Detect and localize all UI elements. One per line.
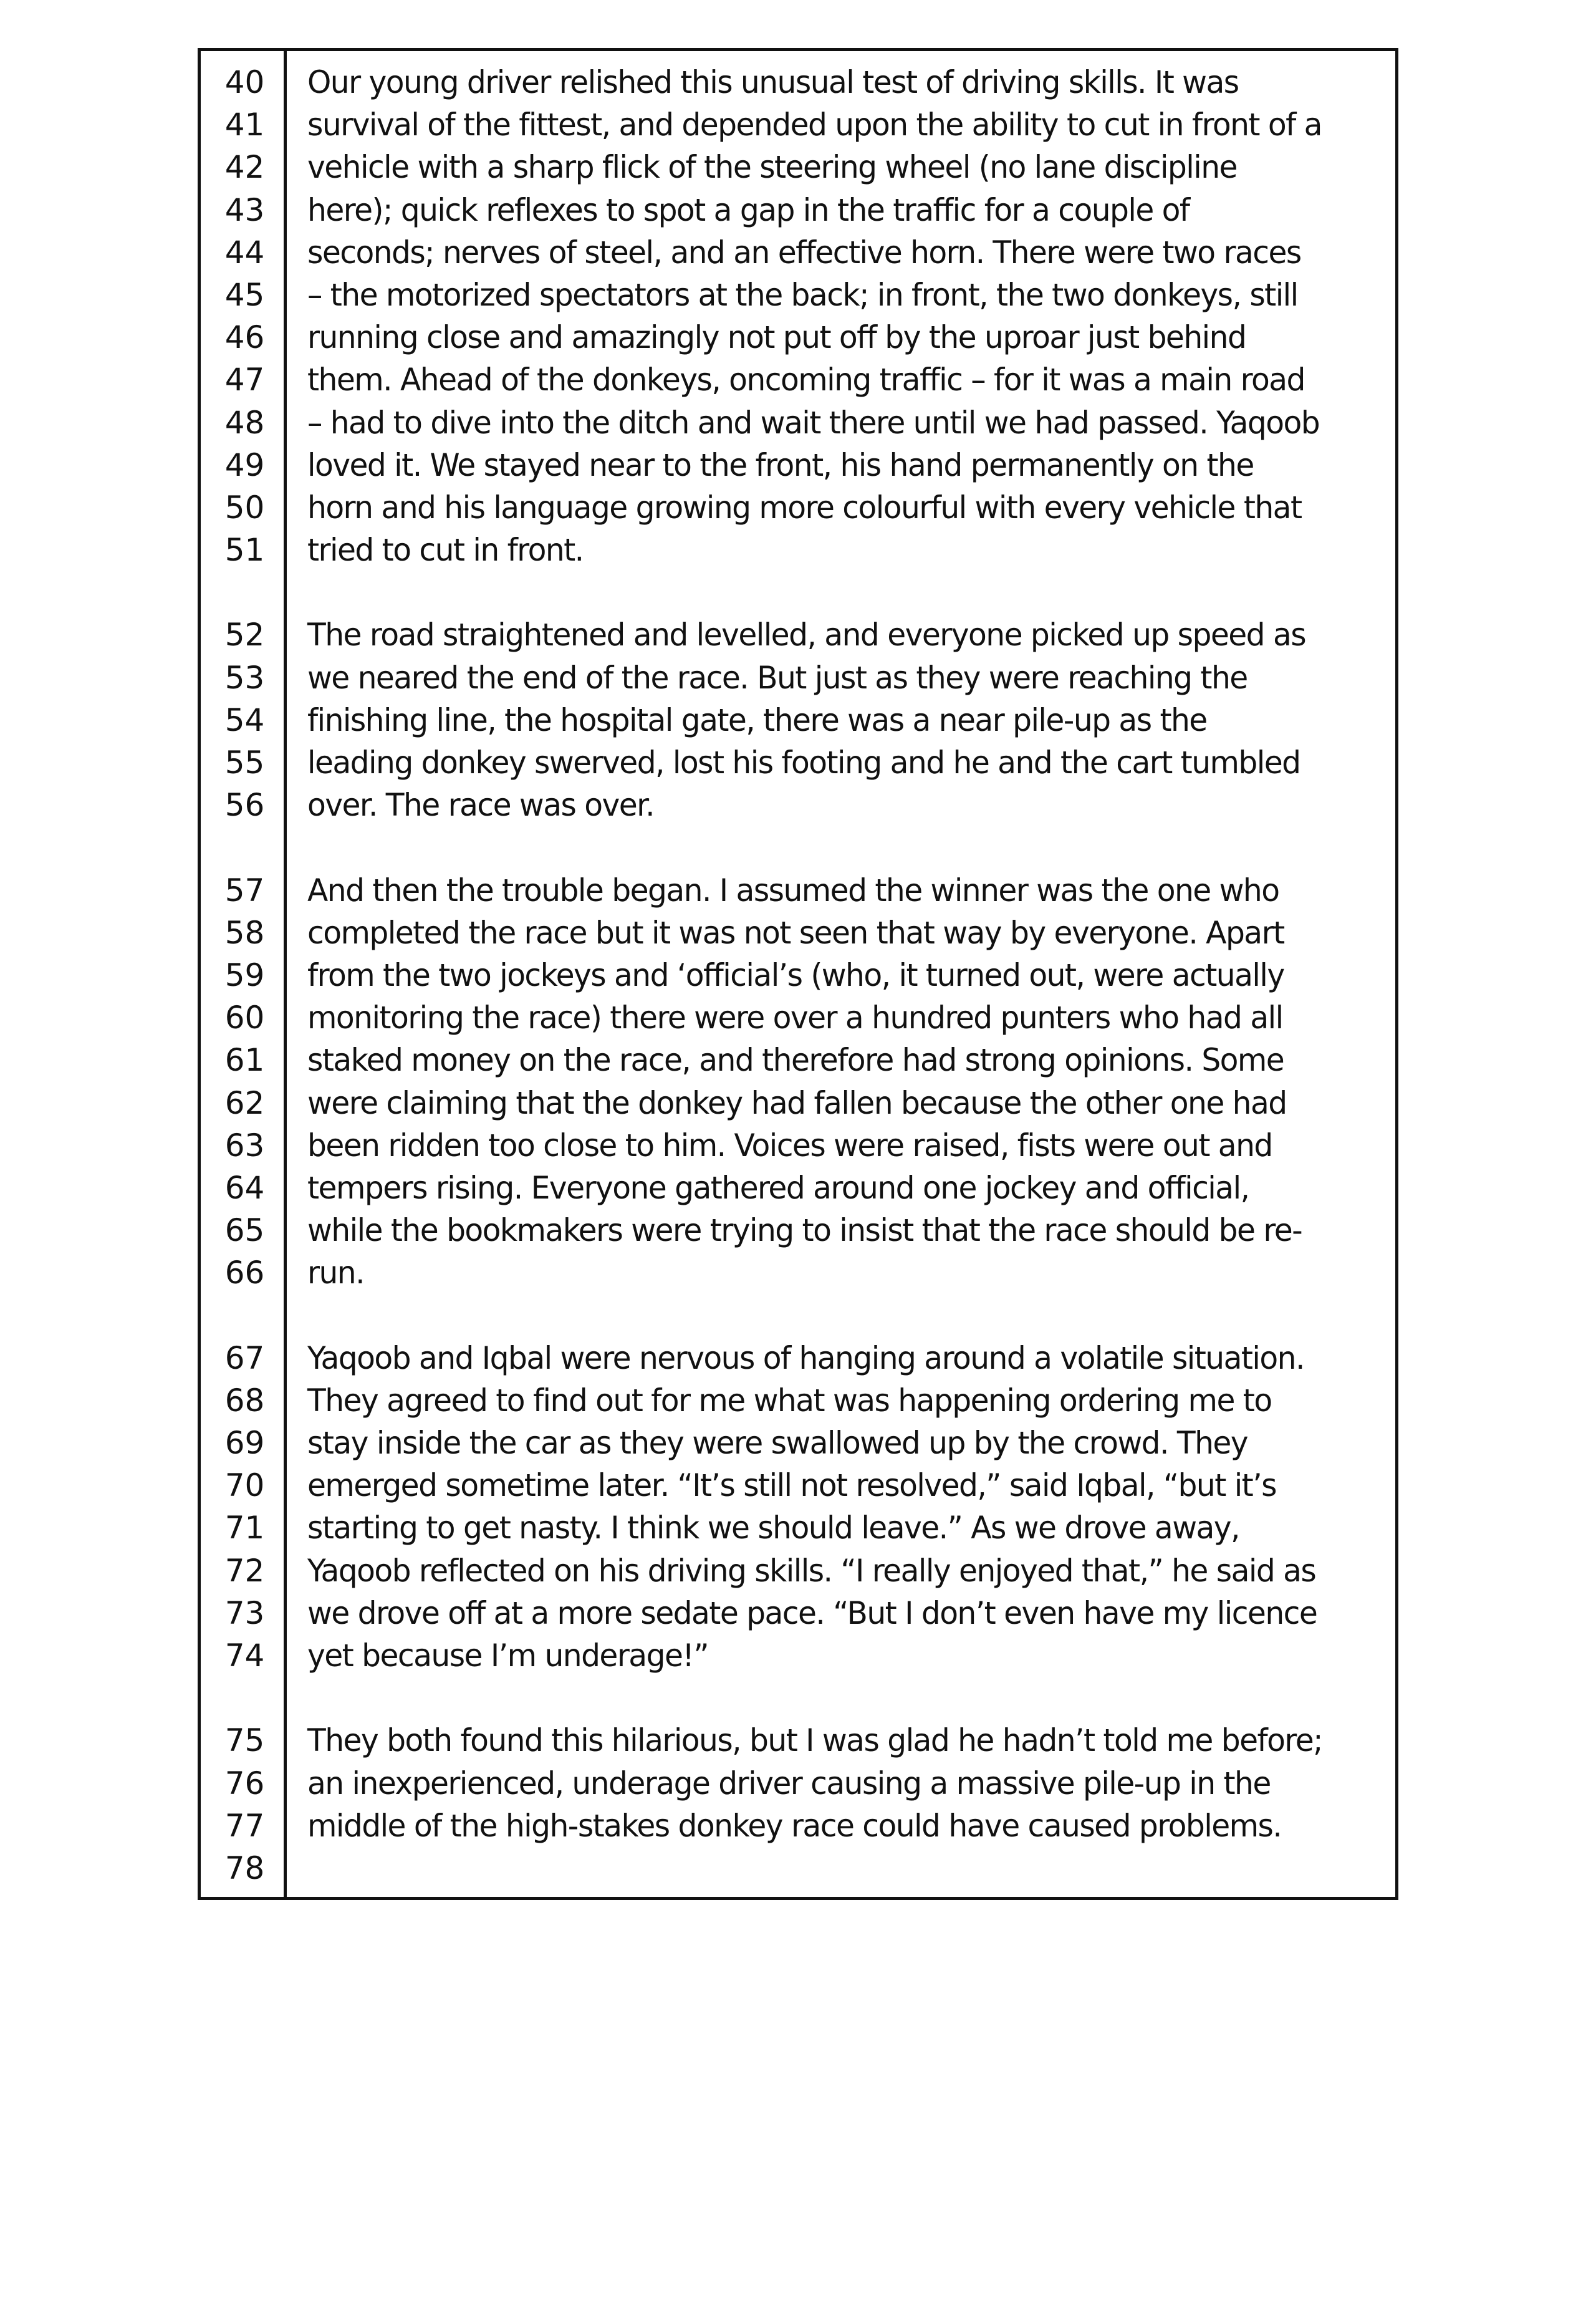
text-line: horn and his language growing more colourful with every vehicle that [307,489,1302,526]
line-number: 49 [224,446,265,483]
line-number: 53 [224,659,265,696]
line-numbered-text-box [198,48,1398,1900]
text-line: – the motorized spectators at the back; in front, the two donkeys, still [307,276,1298,313]
text-line: running close and amazingly not put off by the uproar just behind [307,319,1246,356]
text-line: leading donkey swerved, lost his footing and he and the cart tumbled [307,745,1300,781]
line-number: 71 [224,1510,265,1546]
text-line: over. The race was over. [307,787,655,824]
line-number: 66 [224,1255,265,1291]
text-line: middle of the high-stakes donkey race could have caused problems. [307,1807,1282,1844]
text-line: starting to get nasty. I think we should leave.” As we drove away, [307,1510,1239,1546]
line-number: 45 [224,276,265,313]
line-number: 76 [224,1765,265,1802]
text-line: survival of the fittest, and depended upon the ability to cut in front of a [307,107,1322,143]
paragraph-gap [201,571,284,614]
line-number: 74 [224,1637,265,1674]
text-line: them. Ahead of the donkeys, oncoming traffic – for it was a main road [307,362,1305,398]
text-line: been ridden too close to him. Voices were raised, fists were out and [307,1127,1272,1164]
line-number: 75 [224,1722,265,1759]
line-number: 52 [224,617,265,654]
paragraph-gap [307,571,1367,614]
text-line: we neared the end of the race. But just as they were reaching the [307,659,1247,696]
text-line: from the two jockeys and ‘official’s (who, it turned out, were actually [307,957,1284,993]
line-number: 77 [224,1807,265,1844]
line-number: 43 [224,191,265,228]
text-line: tried to cut in front. [307,532,584,569]
line-number-column [201,51,287,1897]
line-number: 59 [224,957,265,993]
line-number: 64 [224,1169,265,1206]
line-number: 65 [224,1212,265,1249]
text-line: – had to dive into the ditch and wait there until we had passed. Yaqoob [307,404,1320,441]
text-line: vehicle with a sharp flick of the steering wheel (no lane discipline [307,149,1237,186]
line-number: 51 [224,532,265,569]
line-number: 62 [224,1084,265,1121]
paragraph-gap [307,1677,1367,1719]
text-line: finishing line, the hospital gate, there was a near pile-up as the [307,702,1207,738]
line-number: 55 [224,745,265,781]
text-line: loved it. We stayed near to the front, his hand permanently on the [307,446,1254,483]
text-line: The road straightened and levelled, and everyone picked up speed as [307,617,1306,654]
line-number: 41 [224,107,265,143]
passage-text-column [287,51,1395,1897]
text-line: an inexperienced, underage driver causing a massive pile-up in the [307,1765,1271,1802]
paragraph-gap [201,826,284,869]
line-number: 69 [224,1425,265,1461]
text-line: yet because I’m underage!” [307,1637,709,1674]
line-number: 44 [224,234,265,271]
text-line: staked money on the race, and therefore had strong opinions. Some [307,1042,1284,1079]
line-number: 61 [224,1042,265,1079]
text-line: They both found this hilarious, but I was glad he hadn’t told me before; [307,1722,1322,1759]
text-line: seconds; nerves of steel, and an effective horn. There were two races [307,234,1301,271]
paragraph-gap [201,1677,284,1719]
text-line: stay inside the car as they were swallowed up by the crowd. They [307,1425,1248,1461]
line-number: 68 [224,1382,265,1419]
line-number: 58 [224,914,265,951]
text-line: They agreed to find out for me what was happening ordering me to [307,1382,1272,1419]
paragraph-gap [307,826,1367,869]
paragraph-gap [201,1294,284,1336]
text-line: Our young driver relished this unusual test of driving skills. It was [307,64,1239,100]
line-number: 46 [224,319,265,356]
paragraph-gap [307,1294,1367,1336]
line-number: 48 [224,404,265,441]
line-number: 50 [224,489,265,526]
line-number: 42 [224,149,265,186]
line-number: 54 [224,702,265,738]
line-number: 60 [224,1000,265,1036]
line-number: 56 [224,787,265,824]
text-line [307,1847,1367,1889]
text-line: completed the race but it was not seen that way by everyone. Apart [307,914,1284,951]
line-number: 70 [224,1467,265,1504]
line-number: 63 [224,1127,265,1164]
line-number: 67 [224,1339,265,1376]
text-line: monitoring the race) there were over a hundred punters who had all [307,1000,1283,1036]
line-number: 47 [224,362,265,398]
text-line: run. [307,1255,365,1291]
text-line: we drove off at a more sedate pace. “But I don’t even have my licence [307,1594,1317,1631]
text-line: were claiming that the donkey had fallen because the other one had [307,1084,1287,1121]
text-line: And then the trouble began. I assumed the winner was the one who [307,872,1279,909]
text-line: tempers rising. Everyone gathered around one jockey and official, [307,1169,1249,1206]
text-line: Yaqoob reflected on his driving skills. “I really enjoyed that,” he said as [307,1552,1316,1589]
text-line: Yaqoob and Iqbal were nervous of hanging around a volatile situation. [307,1339,1304,1376]
line-number: 72 [224,1552,265,1589]
line-number: 40 [224,64,265,100]
line-number: 73 [224,1594,265,1631]
text-line: while the bookmakers were trying to insist that the race should be re- [307,1212,1302,1249]
line-number: 57 [224,872,265,909]
line-number: 78 [224,1850,265,1886]
text-line: emerged sometime later. “It’s still not resolved,” said Iqbal, “but it’s [307,1467,1276,1504]
text-line: here); quick reflexes to spot a gap in the traffic for a couple of [307,191,1190,228]
